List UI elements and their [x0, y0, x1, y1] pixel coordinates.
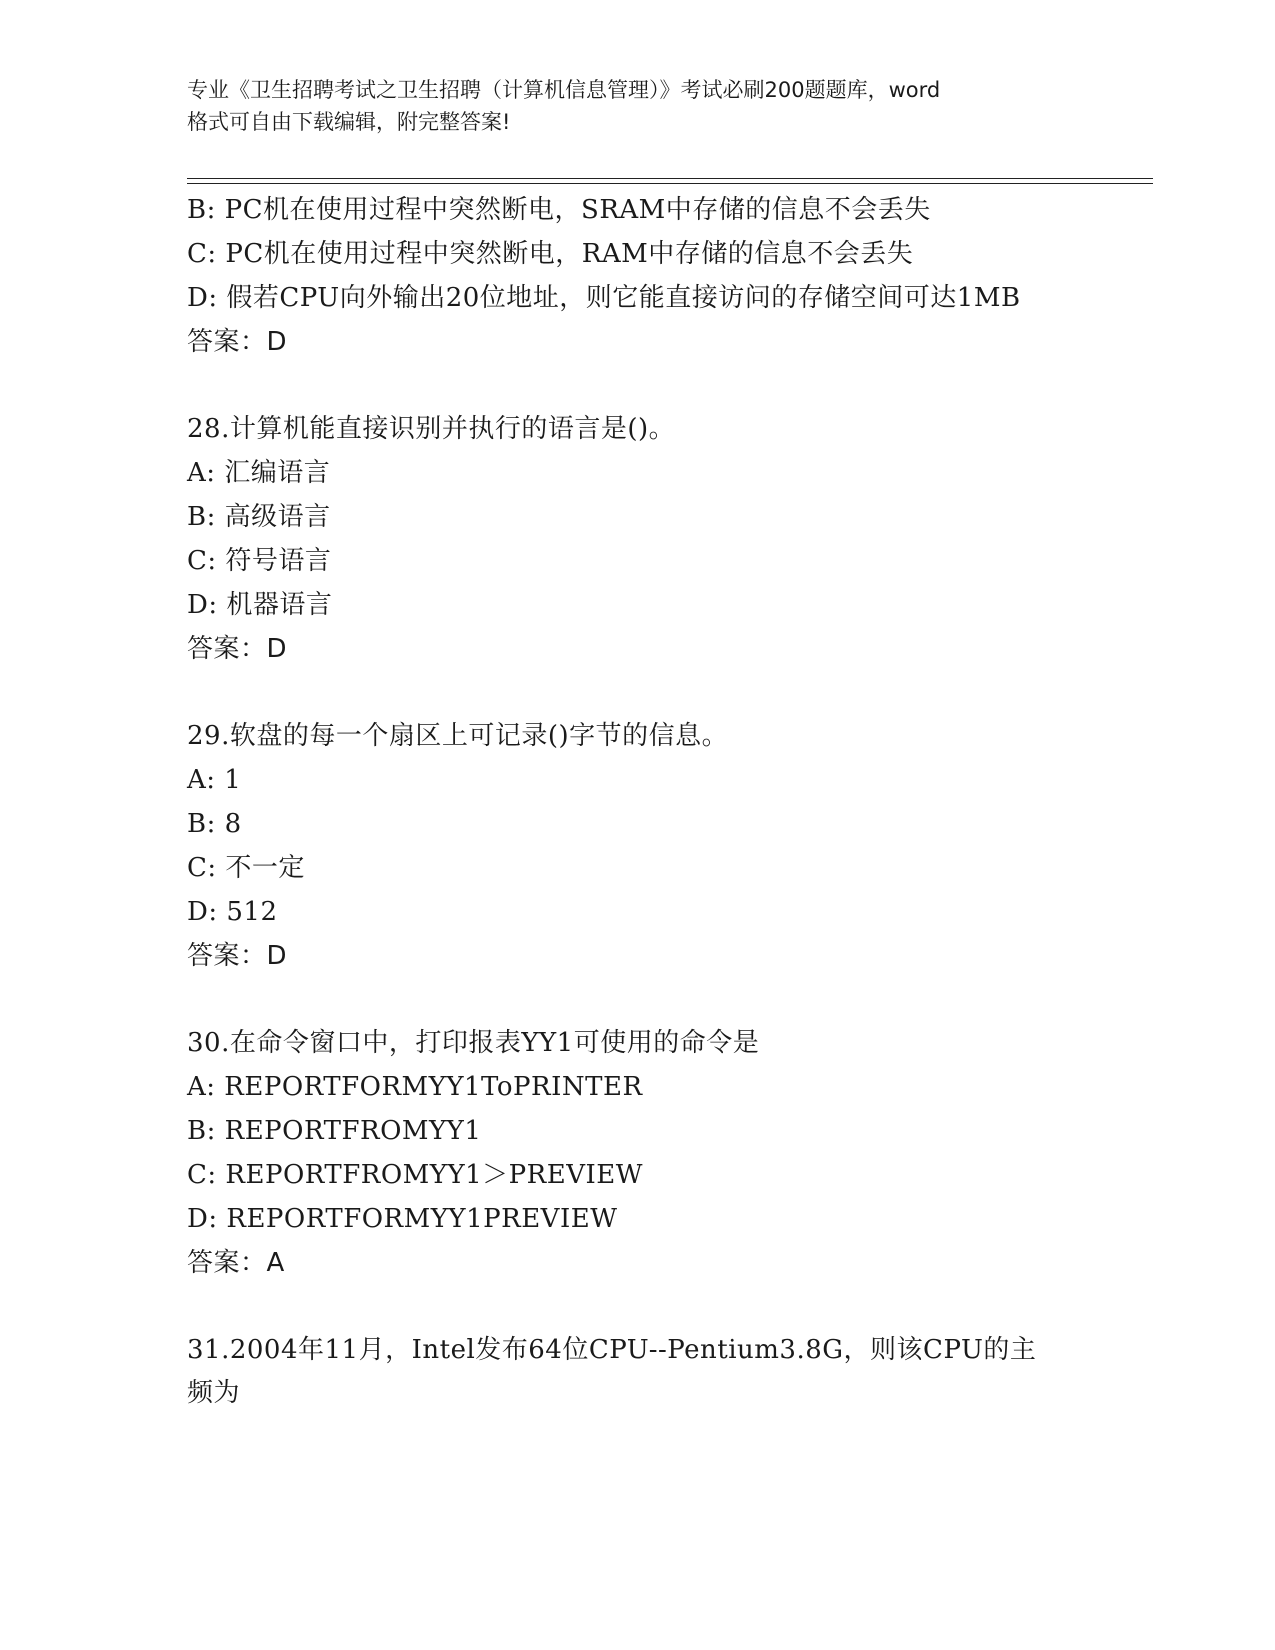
question-stem-line-2: 频为 — [187, 1378, 241, 1408]
header-divider-bottom — [187, 183, 1153, 184]
option-c: C: PC机在使用过程中突然断电，RAM中存储的信息不会丢失 — [187, 239, 914, 269]
question-stem-line-1: 31.2004年11月，Intel发布64位CPU--Pentium3.8G，则该CPU的主 — [187, 1335, 1037, 1365]
option-c: C: 不一定 — [187, 853, 305, 883]
question-stem: 29.软盘的每一个扇区上可记录()字节的信息。 — [187, 721, 729, 751]
question-stem: 30.在命令窗口中，打印报表YY1可使用的命令是 — [187, 1028, 760, 1058]
option-a: A: REPORTFORMYY1ToPRINTER — [187, 1072, 643, 1102]
option-a: A: 汇编语言 — [187, 458, 331, 488]
question-stem: 28.计算机能直接识别并执行的语言是()。 — [187, 414, 676, 444]
option-d: D: 机器语言 — [187, 590, 333, 620]
header-divider-top — [187, 178, 1153, 179]
answer: 答案：D — [187, 327, 288, 357]
option-d: D: REPORTFORMYY1PREVIEW — [187, 1204, 618, 1234]
option-a: A: 1 — [187, 765, 242, 795]
header-title-line-2: 格式可自由下载编辑，附完整答案! — [187, 110, 511, 134]
document-header — [187, 74, 1087, 138]
header-title-line-1: 专业《卫生招聘考试之卫生招聘（计算机信息管理）》考试必刷200题题库，word — [187, 78, 941, 102]
option-b: B: 高级语言 — [187, 502, 331, 532]
option-c: C: REPORTFROMYY1＞PREVIEW — [187, 1160, 643, 1190]
option-d: D: 512 — [187, 897, 278, 927]
answer: 答案：D — [187, 634, 288, 664]
answer: 答案：D — [187, 941, 288, 971]
answer: 答案：A — [187, 1248, 285, 1278]
option-b: B: REPORTFROMYY1 — [187, 1116, 482, 1146]
option-b: B: 8 — [187, 809, 242, 839]
option-d: D: 假若CPU向外输出20位地址，则它能直接访问的存储空间可达1MB — [187, 283, 1021, 313]
option-c: C: 符号语言 — [187, 546, 332, 576]
option-b: B: PC机在使用过程中突然断电，SRAM中存储的信息不会丢失 — [187, 195, 931, 225]
